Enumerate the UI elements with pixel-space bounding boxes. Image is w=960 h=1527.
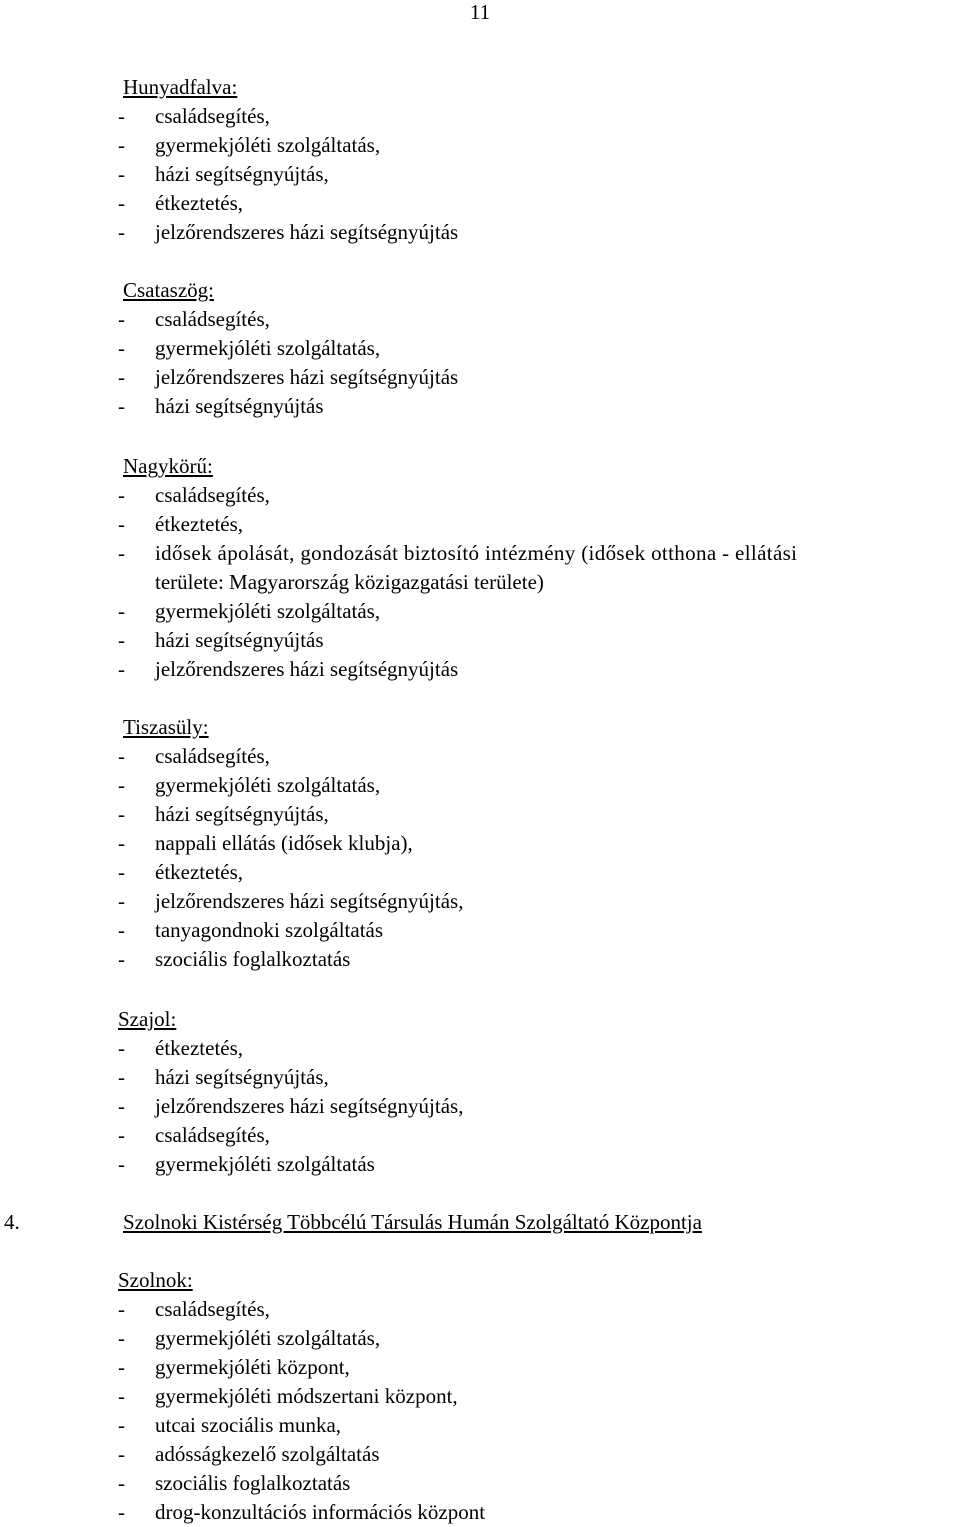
- list-item: - gyermekjóléti központ,: [118, 1355, 350, 1379]
- heading-number: 4.: [4, 1210, 20, 1234]
- heading-title: Szolnoki Kistérség Többcélú Társulás Humán Szolgáltató Központja: [123, 1210, 702, 1234]
- list-item: - gyermekjóléti módszertani központ,: [118, 1384, 458, 1408]
- list-item: - gyermekjóléti szolgáltatás,: [118, 133, 381, 157]
- list-item: - családsegítés,: [118, 744, 270, 768]
- list-item: - családsegítés,: [118, 1123, 270, 1147]
- list-item: - családsegítés,: [118, 483, 270, 507]
- list-item: - étkeztetés,: [118, 860, 244, 884]
- list-item: - családsegítés,: [118, 104, 270, 128]
- list-item: - tanyagondnoki szolgáltatás: [118, 918, 384, 942]
- section-heading: Hunyadfalva:: [123, 75, 238, 99]
- list-item: - nappali ellátás (idősek klubja),: [118, 831, 413, 855]
- list-item: - jelzőrendszeres házi segítségnyújtás: [118, 220, 459, 244]
- section-hunyadfalva: [118, 73, 960, 247]
- section-nagykoru: [118, 452, 960, 684]
- list-item: - gyermekjóléti szolgáltatás: [118, 1152, 375, 1176]
- section-heading: Nagykörű:: [123, 454, 213, 478]
- list-item: - gyermekjóléti szolgáltatás,: [118, 599, 381, 623]
- list-item: - jelzőrendszeres házi segítségnyújtás: [118, 657, 459, 681]
- list-item: - házi segítségnyújtás: [118, 394, 324, 418]
- list-item: - szociális foglalkoztatás: [118, 947, 351, 971]
- list-item: - házi segítségnyújtás,: [118, 802, 329, 826]
- list-item: - házi segítségnyújtás,: [118, 162, 329, 186]
- page-number: 11: [469, 0, 491, 24]
- list-item: - családsegítés,: [118, 1297, 270, 1321]
- list-item: - idősek ápolását, gondozását biztosító intézmény (idősek otthona - ellátási: [118, 541, 798, 565]
- list-item: - házi segítségnyújtás: [118, 628, 324, 652]
- list-item: - adósságkezelő szolgáltatás: [118, 1442, 380, 1466]
- list-item: - jelzőrendszeres házi segítségnyújtás: [118, 365, 459, 389]
- section-heading: Szolnok:: [118, 1268, 193, 1292]
- list-item: - étkeztetés,: [118, 191, 244, 215]
- list-item: - jelzőrendszeres házi segítségnyújtás,: [118, 1094, 464, 1118]
- list-item: - gyermekjóléti szolgáltatás,: [118, 773, 381, 797]
- list-item: - gyermekjóléti szolgáltatás,: [118, 1326, 381, 1350]
- list-item: - gyermekjóléti szolgáltatás,: [118, 336, 381, 360]
- list-item: - szociális foglalkoztatás: [118, 1471, 351, 1495]
- section-tiszasuly: [118, 713, 960, 974]
- list-item: - étkeztetés,: [118, 1036, 244, 1060]
- list-item: - étkeztetés,: [118, 512, 244, 536]
- list-item: - családsegítés,: [118, 307, 270, 331]
- section-heading: Tiszasüly:: [123, 715, 209, 739]
- section-heading: Csataszög:: [123, 278, 214, 302]
- list-item: - utcai szociális munka,: [118, 1413, 342, 1437]
- list-item: - drog-konzultációs információs központ: [118, 1500, 486, 1524]
- list-item-continuation: területe: Magyarország közigazgatási területe): [155, 570, 544, 594]
- section-szolnok: [118, 1266, 960, 1527]
- section-csataszog: [118, 276, 960, 421]
- list-item: - jelzőrendszeres házi segítségnyújtás,: [118, 889, 464, 913]
- list-item: - házi segítségnyújtás,: [118, 1065, 329, 1089]
- section-heading: Szajol:: [118, 1007, 177, 1031]
- section-szajol: [118, 1005, 960, 1179]
